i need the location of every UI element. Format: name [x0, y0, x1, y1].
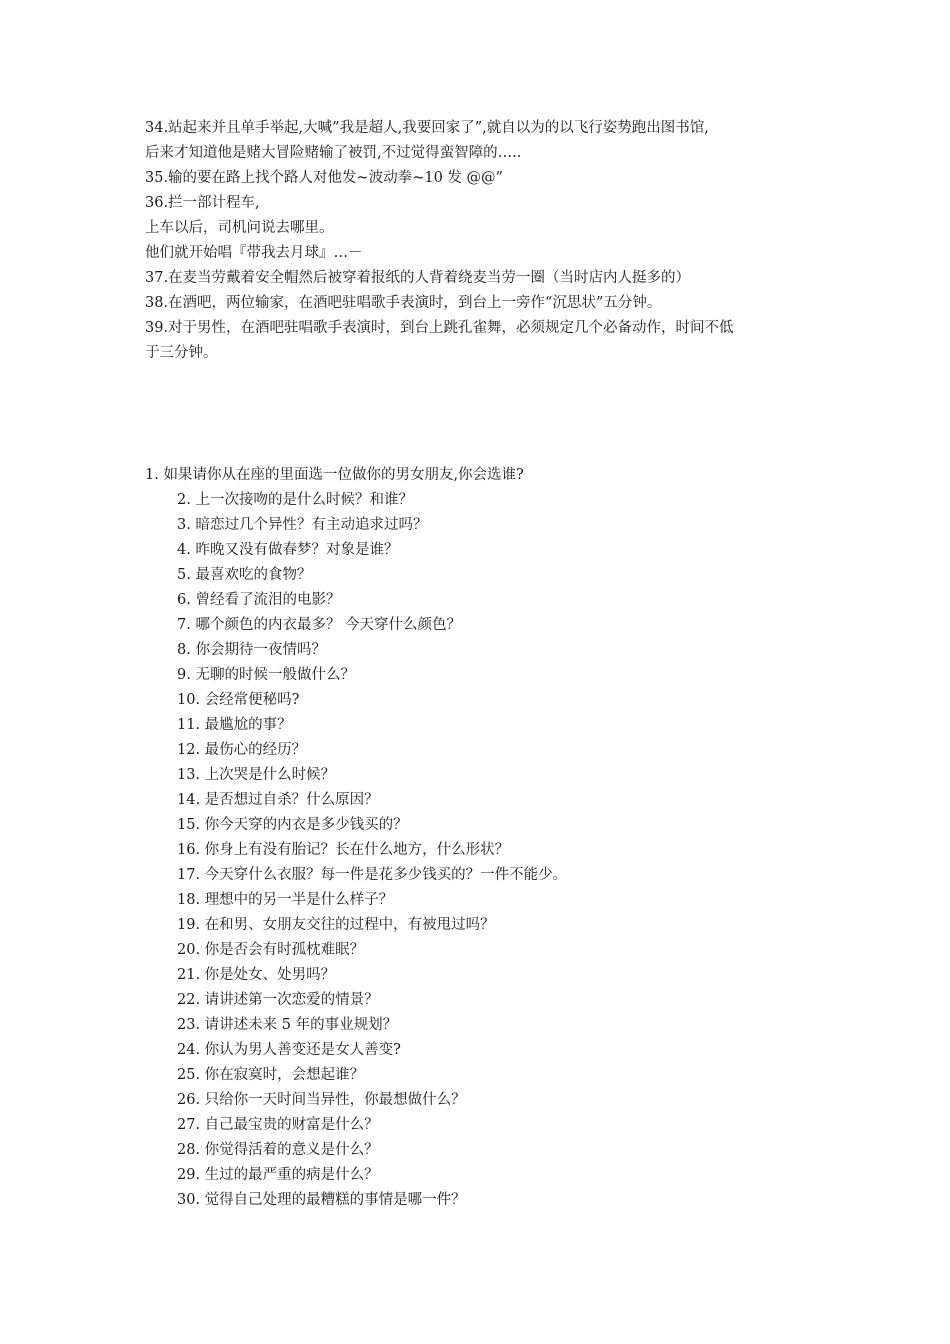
- question-item: 27. 自己最宝贵的财富是什么？: [177, 1117, 379, 1133]
- question-item: 17. 今天穿什么衣服？每一件是花多少钱买的？一件不能少。: [177, 867, 568, 883]
- question-item: 29. 生过的最严重的病是什么？: [177, 1167, 379, 1183]
- dare-line: 上车以后，司机问说去哪里。: [145, 220, 334, 236]
- question-item: 28. 你觉得活着的意义是什么？: [177, 1142, 379, 1158]
- question-list-section: [145, 463, 825, 1213]
- question-item: 23. 请讲述未来 5 年的事业规划？: [177, 1017, 398, 1033]
- dare-line: 35.输的要在路上找个路人对他发~波动拳~10 发 @@”: [145, 170, 503, 186]
- question-item: 24. 你认为男人善变还是女人善变?: [177, 1042, 401, 1058]
- dare-line: 34.站起来并且单手举起,大喊”我是超人,我要回家了”,就自以为的以飞行姿势跑出图书馆,: [145, 120, 709, 136]
- question-item: 21. 你是处女、处男吗？: [177, 967, 336, 983]
- dare-line: 36.拦一部计程车,: [145, 195, 260, 211]
- question-item: 7. 哪个颜色的内衣最多？ 今天穿什么颜色？: [177, 617, 462, 633]
- dare-list-section: [145, 116, 825, 366]
- dare-line: 39.对于男性，在酒吧驻唱歌手表演时，到台上跳孔雀舞，必须规定几个必备动作，时间不低: [145, 320, 734, 336]
- dare-line: 37.在麦当劳戴着安全帽然后被穿着报纸的人背着绕麦当劳一圈（当时店内人挺多的）: [145, 270, 691, 286]
- question-item: 3. 暗恋过几个异性？有主动追求过吗？: [177, 517, 428, 533]
- question-item: 10. 会经常便秘吗?: [177, 692, 300, 708]
- question-item: 6. 曾经看了流泪的电影？: [177, 592, 341, 608]
- question-item: 8. 你会期待一夜情吗？: [177, 642, 326, 658]
- question-item: 20. 你是否会有时孤枕难眠？: [177, 942, 365, 958]
- question-item: 19. 在和男、女朋友交往的过程中，有被甩过吗？: [177, 917, 495, 933]
- question-item: 14. 是否想过自杀？什么原因？: [177, 792, 379, 808]
- question-item: 2. 上一次接吻的是什么时候？和谁？: [177, 492, 413, 508]
- question-item: 12. 最伤心的经历？: [177, 742, 307, 758]
- question-item: 16. 你身上有没有胎记？长在什么地方，什么形状？: [177, 842, 510, 858]
- question-item: 25. 你在寂寞时，会想起谁？: [177, 1067, 365, 1083]
- dare-line: 他们就开始唱『带我去月球』…－: [145, 245, 363, 261]
- question-item: 4. 昨晚又没有做春梦？对象是谁？: [177, 542, 399, 558]
- dare-line: 38.在酒吧，两位输家，在酒吧驻唱歌手表演时，到台上一旁作“沉思状”五分钟。: [145, 295, 662, 311]
- question-item: 26. 只给你一天时间当异性，你最想做什么？: [177, 1092, 466, 1108]
- question-item: 30. 觉得自己处理的最糟糕的事情是哪一件？: [177, 1192, 466, 1208]
- question-item: 15. 你今天穿的内衣是多少钱买的？: [177, 817, 408, 833]
- dare-line: 于三分钟。: [145, 345, 218, 361]
- question-item: 11. 最尴尬的事？: [177, 717, 292, 733]
- question-item: 22. 请讲述第一次恋爱的情景？: [177, 992, 379, 1008]
- question-item-first: 1. 如果请你从在座的里面选一位做你的男女朋友,你会选谁?: [145, 467, 524, 483]
- question-item: 13. 上次哭是什么时候？: [177, 767, 336, 783]
- dare-line: 后来才知道他是赌大冒险赌输了被罚,不过觉得蛮智障的…..: [145, 145, 522, 161]
- question-item: 18. 理想中的另一半是什么样子？: [177, 892, 394, 908]
- question-item: 9. 无聊的时候一般做什么？: [177, 667, 355, 683]
- question-item: 5. 最喜欢吃的食物？: [177, 567, 312, 583]
